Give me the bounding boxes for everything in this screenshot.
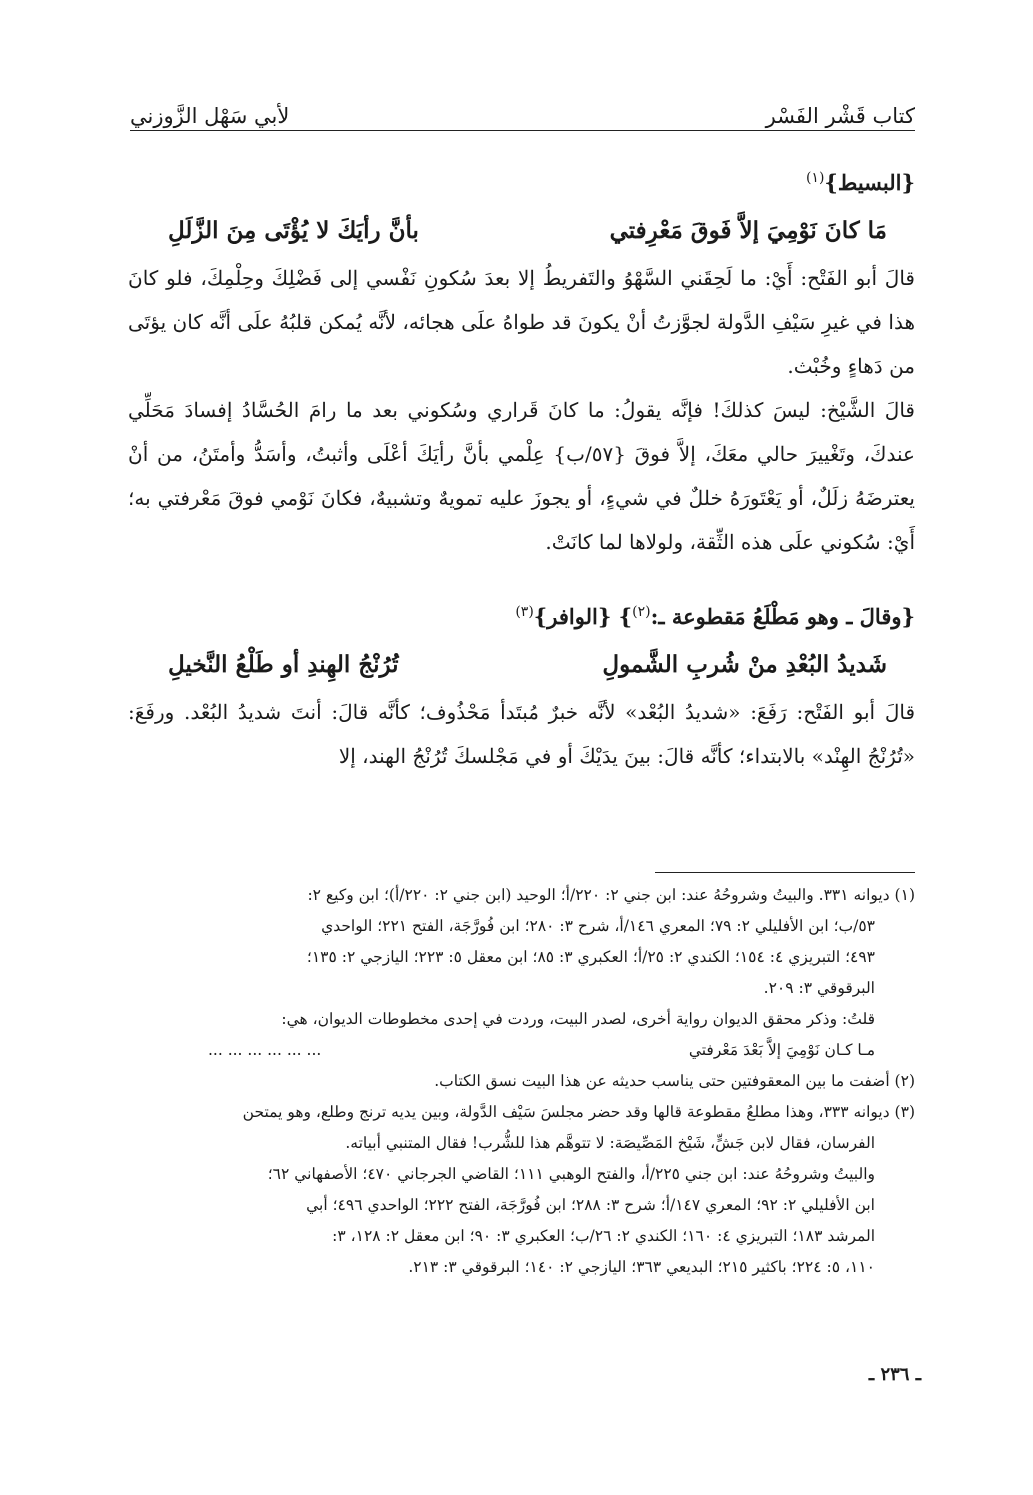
footnote-rule [655,872,915,873]
page-number: ـ ٢٣٦ ـ [868,1364,921,1385]
running-header [130,88,915,128]
meter-label-1: {البسيط}$^{(١)}$ [805,170,915,195]
main-text [128,160,915,778]
book-title: كتاب قَشْر الفَسْر [765,104,915,128]
footnote-1-verse: مـا كـان نَوْمِيَ إلاَّ بَعْدَ مَعْرفتي ... ... ... ... ... ... [208,1041,875,1059]
commentary-paragraph-2: قالَ الشَّيْخ: ليسَ كذلكَ! فإنَّه يقولُ: ما كانَ قَراري وسُكوني بعد ما رامَ الحُسَّادُ إفسادَ مَحَلِّي عندكَ، وتَغْييرَ حالي معَكَ، إلاَّ فوقَ {٥٧/ب} عِلْمي بأنَّ رأيَكَ أعْلَى وأثبتُ، وأسَدُّ وأمتَنُ، من أنْ يعترضَهُ زلَلٌ، أو يَعْتَورَهُ خللٌ في شيءٍ، أو يجوزَ عليه تمويهٌ وتشبيهٌ، فكانَ نَوْمي فوقَ مَعْرفتي به؛ أَيْ: سُكوني علَى هذه الثِّقة، ولولاها لما كانَتْ. [128,398,915,554]
commentary-paragraph-3: قالَ أبو الفَتْح: رَفَعَ: «شديدُ البُعْد» لأنَّه خبرٌ مُبتَدأ مَحْذُوف؛ كأنَّه قالَ: أنتَ شديدُ البُعْد. ورفَعَ: «تُرُنْجُ الهِنْد» بالابتداء؛ كأنَّه قالَ: بينَ يدَيْكَ أو في مَجْلسكَ تُرُنْجُ الهند، إلا [128,700,916,768]
commentary-paragraph-1: قالَ أبو الفَتْح: أَيْ: ما لَحِقَني السَّهْوُ والتَفريطُ إلا بعدَ سُكونِ نَفْسي إلى فَضْلِكَ وحِلْمِكَ، فلو كانَ هذا في غيرِ سَيْفِ الدَّولة لجوَّزتُ أنْ يكونَ قد طواهُ علَى هجائه، لأنَّه يُمكن قلبُهُ علَى أنَّه كان يؤتَى من دَهاءٍ وخُبْث. [128,266,915,378]
footnote-1: (١) ديوانه ٣٣١. والبيتُ وشروحُهُ عند: ابن جني ٢: ٢٢٠/أ؛ الوحيد (ابن جني ٢: ٢٢٠/أ)؛ ابن وكيع ٢: ٥٣/ب؛ ابن الأفليلي ٢: ٧٩؛ المعري ١٤٦/أ، شرح ٣: ٢٨٠؛ ابن فُورَّجَة، الفتح ٢٢١؛ الواحدي ٤٩٣؛ التبريزي ٤: ١٥٤؛ الكندي ٢: ٢٥/أ؛ العكبري ٣: ٨٥؛ ابن معقل ٥: ٢٢٣؛ اليازجي ٢: ١٣٥؛ البرقوقي ٣: ٢٠٩. قلتُ: وذكر محقق الديوان رواية أخرى، لصدر البيت، وردت في إحدى مخطوطات الديوان، هي: مـا كـان نَوْمِيَ إلاَّ بَعْدَ مَعْرفتي ... ... ... ... ... ... [128,880,915,1066]
verse-2 [128,640,915,690]
verse-2-first-hemistich: شَديدُ البُعْدِ منْ شُربِ الشَّمولِ [602,651,887,678]
footnote-2: (٢) أضفت ما بين المعقوفتين حتى يناسب حديثه عن هذا البيت نسق الكتاب. [434,1072,915,1090]
section-gap [128,564,915,594]
footnote-ref-1: (١) [805,170,825,186]
verse-1 [128,206,915,256]
footnote-1-note: قلتُ: وذكر محقق الديوان رواية أخرى، لصدر البيت، وردت في إحدى مخطوطات الديوان، هي: [281,1010,875,1028]
verse-1-first-hemistich: مَا كانَ نَوْمِيَ إلاَّ فَوقَ مَعْرِفتي [609,217,887,244]
verse-2-second-hemistich: تُرُنْجُ الهِندِ أو طَلْعُ النَّخيلِ [168,651,399,678]
footnote-ref-2: (٢) [632,604,651,620]
author-name: لأبي سَهْل الزَّوزني [130,104,290,128]
header-rule [130,130,915,131]
meter-label-2: {وقالَ ـ وهو مَطْلَعُ مَقطوعة ـ:$^{(٢)}$} {الوافر}$^{(٣)}$ [515,604,915,629]
footnote-ref-3: (٣) [515,604,534,620]
footnotes [128,880,915,1283]
footnote-3: (٣) ديوانه ٣٣٣، وهذا مطلعُ مقطوعة قالها وقد حضر مجلسَ سَيْف الدَّولة، وبين يديه ترنج وطلع، وهو يمتحن الفرسان، فقال لابن جَشٍّ، شَيْخ المَصِّيصَة: لا تتوهَّم هذا للشُّرب! فقال المتنبي أبياته. والبيتُ وشروحُهُ عند: ابن جني ٢٢٥/أ، والفتح الوهبي ١١١؛ القاضي الجرجاني ٤٧٠؛ الأصفهاني ٦٢؛ ابن الأفليلي ٢: ٩٢؛ المعري ١٤٧/أ؛ شرح ٣: ٢٨٨؛ ابن فُورَّجَة، الفتح ٢٢٢؛ الواحدي ٤٩٦؛ أبي المرشد ١٨٣؛ التبريزي ٤: ١٦٠؛ الكندي ٢: ٢٦/ب؛ العكبري ٣: ٩٠؛ ابن معقل ٢: ١٢٨، ٣: ١١٠، ٥: ٢٢٤؛ باكثير ٢١٥؛ البديعي ٣٦٣؛ اليازجي ٢: ١٤٠؛ البرقوقي ٣: ٢١٣. [242,1103,915,1276]
verse-1-second-hemistich: بأنَّ رأيَكَ لا يُؤْتَى مِنَ الزَّلَلِ [168,217,419,244]
